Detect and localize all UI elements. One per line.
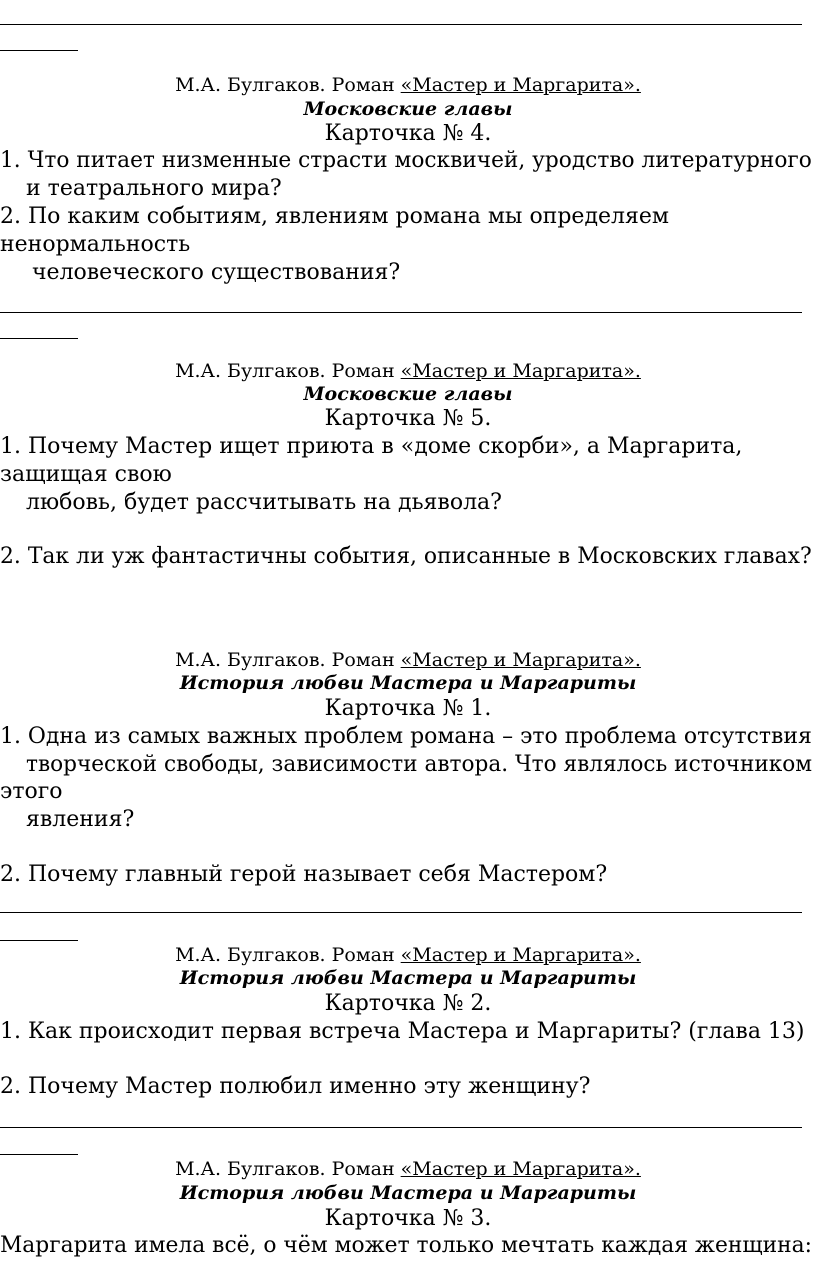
header-author: М.А. Булгаков. Роман bbox=[175, 944, 401, 966]
question-line: 2. Почему главный герой называет себя Мастером? bbox=[0, 862, 608, 887]
question-line: этого bbox=[0, 779, 63, 804]
header-work-title: «Мастер и Маргарита». bbox=[400, 649, 641, 671]
question-line: 1. Как происходит первая встреча Мастера и Маргариты? (глава 13) bbox=[0, 1019, 805, 1044]
separator-line bbox=[0, 1127, 802, 1128]
section-title: Московские главы bbox=[303, 98, 513, 120]
section-title: История любви Мастера и Маргариты bbox=[179, 672, 637, 694]
card-number: Карточка № 3. bbox=[324, 1206, 492, 1231]
separator-line bbox=[0, 912, 802, 913]
header-work-title: «Мастер и Маргарита». bbox=[400, 360, 641, 382]
short-separator-line bbox=[0, 940, 78, 941]
section-title: Московские главы bbox=[303, 383, 513, 405]
header-work-title: «Мастер и Маргарита». bbox=[400, 944, 641, 966]
card-header bbox=[0, 360, 816, 382]
section-title: История любви Мастера и Маргариты bbox=[179, 967, 637, 989]
card-number: Карточка № 4. bbox=[324, 121, 492, 146]
card-header bbox=[0, 74, 816, 96]
question-line: 1. Почему Мастер ищет приюта в «доме скорби», а Маргарита, bbox=[0, 434, 743, 459]
card-header bbox=[0, 944, 816, 966]
question-line: 2. Почему Мастер полюбил именно эту женщину? bbox=[0, 1074, 591, 1099]
card-number: Карточка № 2. bbox=[324, 991, 492, 1016]
card-number: Карточка № 5. bbox=[324, 406, 492, 431]
question-line: любовь, будет рассчитывать на дьявола? bbox=[26, 490, 502, 515]
question-line: 2. Так ли уж фантастичны события, описанные в Московских главах? bbox=[0, 544, 812, 569]
header-work-title: «Мастер и Маргарита». bbox=[400, 1158, 641, 1180]
section-title: История любви Мастера и Маргариты bbox=[179, 1182, 637, 1204]
short-separator-line bbox=[0, 50, 78, 51]
short-separator-line bbox=[0, 1154, 78, 1155]
question-line: 1. Одна из самых важных проблем романа – это проблема отсутствия bbox=[0, 724, 812, 749]
header-author: М.А. Булгаков. Роман bbox=[175, 74, 401, 96]
question-line: защищая свою bbox=[0, 462, 172, 487]
card-header bbox=[0, 649, 816, 671]
separator-line bbox=[0, 312, 802, 313]
card-number: Карточка № 1. bbox=[324, 696, 492, 721]
card-header bbox=[0, 1158, 816, 1180]
separator-line bbox=[0, 24, 802, 25]
header-work-title: «Мастер и Маргарита». bbox=[400, 74, 641, 96]
question-line: явления? bbox=[26, 807, 135, 832]
header-author: М.А. Булгаков. Роман bbox=[175, 649, 401, 671]
header-author: М.А. Булгаков. Роман bbox=[175, 360, 401, 382]
header-author: М.А. Булгаков. Роман bbox=[175, 1158, 401, 1180]
question-line: 1. Что питает низменные страсти москвичей, уродство литературного bbox=[0, 148, 812, 173]
question-line: ненормальность bbox=[0, 232, 191, 257]
question-line: Маргарита имела всё, о чём может только мечтать каждая женщина: bbox=[0, 1233, 812, 1258]
question-line: человеческого существования? bbox=[32, 260, 401, 285]
short-separator-line bbox=[0, 338, 78, 339]
question-line: 2. По каким событиям, явлениям романа мы определяем bbox=[0, 204, 670, 229]
question-line: творческой свободы, зависимости автора. Что являлось источником bbox=[26, 752, 813, 777]
question-line: и театрального мира? bbox=[26, 176, 282, 201]
